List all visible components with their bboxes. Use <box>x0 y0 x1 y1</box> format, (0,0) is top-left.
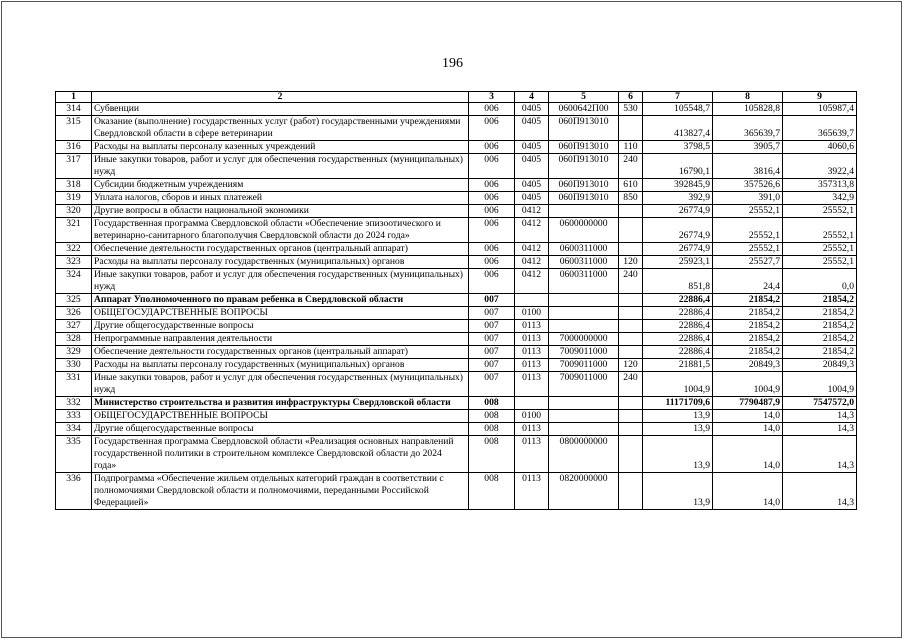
amount-2023-cell: 105828,8 <box>713 103 783 116</box>
amount-2023-cell: 3905,7 <box>713 141 783 154</box>
table-row <box>56 179 857 192</box>
ministry-code-cell: 007 <box>469 307 515 320</box>
budget-table <box>55 91 857 510</box>
amount-2024-cell: 1004,9 <box>783 372 857 397</box>
ministry-code-cell: 006 <box>469 154 515 179</box>
amount-2024-cell: 21854,2 <box>783 320 857 333</box>
table-row <box>56 320 857 333</box>
target-code-cell: 0600642П00 <box>549 103 619 116</box>
row-name-cell: Другие вопросы в области национальной экономики <box>92 205 469 218</box>
row-number-cell: 323 <box>56 256 92 269</box>
amount-2024-cell: 14,3 <box>783 423 857 436</box>
amount-2024-cell: 14,3 <box>783 473 857 510</box>
amount-2023-cell: 25552,1 <box>713 218 783 243</box>
amount-2024-cell: 21854,2 <box>783 333 857 346</box>
row-number-cell: 320 <box>56 205 92 218</box>
row-number-cell: 330 <box>56 359 92 372</box>
table-row <box>56 372 857 397</box>
amount-2022-cell: 16790,1 <box>643 154 713 179</box>
expense-type-cell: 120 <box>619 256 643 269</box>
expense-type-cell: 240 <box>619 154 643 179</box>
row-name-cell: Аппарат Уполномоченного по правам ребенка в Свердловской области <box>92 294 469 307</box>
amount-2023-cell: 25552,1 <box>713 243 783 256</box>
amount-2024-cell: 342,9 <box>783 192 857 205</box>
table-row <box>56 436 857 473</box>
amount-2024-cell: 21854,2 <box>783 294 857 307</box>
column-header: 7 <box>643 92 713 103</box>
target-code-cell: 060П913010 <box>549 179 619 192</box>
amount-2022-cell: 26774,9 <box>643 243 713 256</box>
ministry-code-cell: 006 <box>469 205 515 218</box>
ministry-code-cell: 008 <box>469 423 515 436</box>
row-name-cell: Министерство строительства и развития инфраструктуры Свердловской области <box>92 397 469 410</box>
section-code-cell: 0412 <box>515 269 549 294</box>
expense-type-cell <box>619 307 643 320</box>
amount-2023-cell: 24,4 <box>713 269 783 294</box>
ministry-code-cell: 006 <box>469 269 515 294</box>
table-row <box>56 154 857 179</box>
ministry-code-cell: 006 <box>469 179 515 192</box>
amount-2023-cell: 365639,7 <box>713 116 783 141</box>
section-code-cell: 0113 <box>515 372 549 397</box>
amount-2022-cell: 105548,7 <box>643 103 713 116</box>
ministry-code-cell: 008 <box>469 397 515 410</box>
row-name-cell: Государственная программа Свердловской области «Реализация основных направлений государственной политики в строительном комплексе Свердловской области до 2024 года» <box>92 436 469 473</box>
table-row <box>56 473 857 510</box>
amount-2023-cell: 14,0 <box>713 410 783 423</box>
column-header: 4 <box>515 92 549 103</box>
expense-type-cell <box>619 320 643 333</box>
target-code-cell: 060П913010 <box>549 141 619 154</box>
section-code-cell <box>515 397 549 410</box>
amount-2023-cell: 20849,3 <box>713 359 783 372</box>
section-code-cell: 0113 <box>515 436 549 473</box>
ministry-code-cell: 007 <box>469 346 515 359</box>
amount-2022-cell: 21881,5 <box>643 359 713 372</box>
ministry-code-cell: 006 <box>469 243 515 256</box>
target-code-cell <box>549 307 619 320</box>
section-code-cell: 0405 <box>515 103 549 116</box>
ministry-code-cell: 006 <box>469 116 515 141</box>
section-code-cell: 0412 <box>515 256 549 269</box>
expense-type-cell <box>619 218 643 243</box>
table-row <box>56 410 857 423</box>
target-code-cell <box>549 205 619 218</box>
section-code-cell: 0405 <box>515 154 549 179</box>
target-code-cell <box>549 397 619 410</box>
expense-type-cell <box>619 116 643 141</box>
expense-type-cell: 610 <box>619 179 643 192</box>
amount-2022-cell: 22886,4 <box>643 307 713 320</box>
target-code-cell: 7009011000 <box>549 359 619 372</box>
target-code-cell: 060П913010 <box>549 116 619 141</box>
section-code-cell: 0412 <box>515 218 549 243</box>
section-code-cell: 0405 <box>515 192 549 205</box>
amount-2023-cell: 21854,2 <box>713 294 783 307</box>
row-number-cell: 334 <box>56 423 92 436</box>
row-number-cell: 322 <box>56 243 92 256</box>
section-code-cell: 0412 <box>515 243 549 256</box>
table-row <box>56 269 857 294</box>
amount-2023-cell: 25552,1 <box>713 205 783 218</box>
amount-2022-cell: 13,9 <box>643 436 713 473</box>
table-row <box>56 397 857 410</box>
table-row <box>56 205 857 218</box>
expense-type-cell <box>619 243 643 256</box>
expense-type-cell <box>619 473 643 510</box>
row-number-cell: 336 <box>56 473 92 510</box>
row-name-cell: ОБЩЕГОСУДАРСТВЕННЫЕ ВОПРОСЫ <box>92 410 469 423</box>
table-header-row <box>56 92 857 103</box>
amount-2022-cell: 1004,9 <box>643 372 713 397</box>
row-number-cell: 329 <box>56 346 92 359</box>
row-number-cell: 314 <box>56 103 92 116</box>
section-code-cell: 0113 <box>515 423 549 436</box>
target-code-cell: 060П913010 <box>549 154 619 179</box>
row-number-cell: 333 <box>56 410 92 423</box>
amount-2022-cell: 22886,4 <box>643 320 713 333</box>
row-name-cell: Субсидии бюджетным учреждениям <box>92 179 469 192</box>
table-row <box>56 192 857 205</box>
section-code-cell: 0100 <box>515 307 549 320</box>
amount-2023-cell: 1004,9 <box>713 372 783 397</box>
ministry-code-cell: 008 <box>469 436 515 473</box>
expense-type-cell <box>619 410 643 423</box>
amount-2024-cell: 0,0 <box>783 269 857 294</box>
amount-2023-cell: 21854,2 <box>713 333 783 346</box>
expense-type-cell: 120 <box>619 359 643 372</box>
amount-2024-cell: 25552,1 <box>783 256 857 269</box>
row-number-cell: 319 <box>56 192 92 205</box>
amount-2022-cell: 26774,9 <box>643 205 713 218</box>
column-header: 9 <box>783 92 857 103</box>
target-code-cell: 7000000000 <box>549 333 619 346</box>
row-name-cell: ОБЩЕГОСУДАРСТВЕННЫЕ ВОПРОСЫ <box>92 307 469 320</box>
target-code-cell: 0600311000 <box>549 256 619 269</box>
section-code-cell: 0100 <box>515 410 549 423</box>
amount-2024-cell: 25552,1 <box>783 243 857 256</box>
amount-2024-cell: 14,3 <box>783 410 857 423</box>
section-code-cell <box>515 294 549 307</box>
target-code-cell: 060П913010 <box>549 192 619 205</box>
amount-2023-cell: 25527,7 <box>713 256 783 269</box>
row-name-cell: Субвенции <box>92 103 469 116</box>
amount-2024-cell: 105987,4 <box>783 103 857 116</box>
amount-2022-cell: 25923,1 <box>643 256 713 269</box>
expense-type-cell <box>619 423 643 436</box>
table-row <box>56 243 857 256</box>
row-number-cell: 321 <box>56 218 92 243</box>
amount-2024-cell: 20849,3 <box>783 359 857 372</box>
amount-2022-cell: 13,9 <box>643 473 713 510</box>
target-code-cell: 0600000000 <box>549 218 619 243</box>
amount-2022-cell: 392845,9 <box>643 179 713 192</box>
row-name-cell: Иные закупки товаров, работ и услуг для обеспечения государственных (муниципальных) нужд <box>92 372 469 397</box>
ministry-code-cell: 007 <box>469 320 515 333</box>
expense-type-cell: 850 <box>619 192 643 205</box>
target-code-cell <box>549 410 619 423</box>
amount-2024-cell: 357313,8 <box>783 179 857 192</box>
row-name-cell: Иные закупки товаров, работ и услуг для обеспечения государственных (муниципальных) нужд <box>92 154 469 179</box>
table-row <box>56 359 857 372</box>
amount-2024-cell: 14,3 <box>783 436 857 473</box>
row-number-cell: 332 <box>56 397 92 410</box>
row-number-cell: 335 <box>56 436 92 473</box>
amount-2022-cell: 26774,9 <box>643 218 713 243</box>
amount-2023-cell: 7790487,9 <box>713 397 783 410</box>
section-code-cell: 0405 <box>515 141 549 154</box>
ministry-code-cell: 006 <box>469 192 515 205</box>
amount-2024-cell: 25552,1 <box>783 205 857 218</box>
ministry-code-cell: 006 <box>469 218 515 243</box>
target-code-cell <box>549 423 619 436</box>
section-code-cell: 0113 <box>515 346 549 359</box>
row-name-cell: Обеспечение деятельности государственных органов (центральный аппарат) <box>92 346 469 359</box>
amount-2023-cell: 14,0 <box>713 423 783 436</box>
expense-type-cell <box>619 397 643 410</box>
amount-2022-cell: 13,9 <box>643 423 713 436</box>
table-row <box>56 346 857 359</box>
table-row <box>56 218 857 243</box>
table-row <box>56 116 857 141</box>
column-header: 3 <box>469 92 515 103</box>
ministry-code-cell: 006 <box>469 256 515 269</box>
amount-2022-cell: 22886,4 <box>643 294 713 307</box>
table-row <box>56 307 857 320</box>
target-code-cell: 0800000000 <box>549 436 619 473</box>
amount-2023-cell: 357526,6 <box>713 179 783 192</box>
row-number-cell: 324 <box>56 269 92 294</box>
table-row <box>56 333 857 346</box>
column-header: 1 <box>56 92 92 103</box>
section-code-cell: 0113 <box>515 333 549 346</box>
target-code-cell <box>549 294 619 307</box>
target-code-cell: 0600311000 <box>549 243 619 256</box>
amount-2022-cell: 413827,4 <box>643 116 713 141</box>
table-row <box>56 423 857 436</box>
ministry-code-cell: 006 <box>469 141 515 154</box>
row-name-cell: Подпрограмма «Обеспечение жильем отдельных категорий граждан в соответствии с полномочиями Свердловской области и полномочиями, переданными Российской Федерацией» <box>92 473 469 510</box>
section-code-cell: 0405 <box>515 116 549 141</box>
expense-type-cell <box>619 205 643 218</box>
amount-2024-cell: 4060,6 <box>783 141 857 154</box>
row-number-cell: 326 <box>56 307 92 320</box>
section-code-cell: 0405 <box>515 179 549 192</box>
section-code-cell: 0113 <box>515 473 549 510</box>
column-header: 6 <box>619 92 643 103</box>
amount-2022-cell: 13,9 <box>643 410 713 423</box>
row-name-cell: Расходы на выплаты персоналу государственных (муниципальных) органов <box>92 359 469 372</box>
row-number-cell: 315 <box>56 116 92 141</box>
expense-type-cell: 240 <box>619 269 643 294</box>
amount-2024-cell: 7547572,0 <box>783 397 857 410</box>
row-name-cell: Непрограммные направления деятельности <box>92 333 469 346</box>
target-code-cell: 0600311000 <box>549 269 619 294</box>
ministry-code-cell: 007 <box>469 372 515 397</box>
table-row <box>56 294 857 307</box>
target-code-cell: 0820000000 <box>549 473 619 510</box>
row-number-cell: 331 <box>56 372 92 397</box>
table-row <box>56 103 857 116</box>
amount-2024-cell: 25552,1 <box>783 218 857 243</box>
amount-2023-cell: 391,0 <box>713 192 783 205</box>
amount-2022-cell: 392,9 <box>643 192 713 205</box>
row-name-cell: Оказание (выполнение) государственных услуг (работ) государственными учреждениями Свердловской области в сфере ветеринарии <box>92 116 469 141</box>
target-code-cell: 7009011000 <box>549 346 619 359</box>
section-code-cell: 0113 <box>515 320 549 333</box>
expense-type-cell <box>619 346 643 359</box>
section-code-cell: 0412 <box>515 205 549 218</box>
amount-2023-cell: 14,0 <box>713 473 783 510</box>
amount-2023-cell: 14,0 <box>713 436 783 473</box>
row-name-cell: Государственная программа Свердловской области «Обеспечение эпизоотического и ветеринарно-санитарного благополучия Свердловской области до 2024 года» <box>92 218 469 243</box>
page-number: 196 <box>442 56 463 71</box>
row-number-cell: 317 <box>56 154 92 179</box>
amount-2024-cell: 21854,2 <box>783 307 857 320</box>
target-code-cell: 7009011000 <box>549 372 619 397</box>
ministry-code-cell: 006 <box>469 103 515 116</box>
amount-2022-cell: 22886,4 <box>643 346 713 359</box>
amount-2023-cell: 21854,2 <box>713 320 783 333</box>
amount-2022-cell: 851,8 <box>643 269 713 294</box>
row-number-cell: 316 <box>56 141 92 154</box>
row-name-cell: Уплата налогов, сборов и иных платежей <box>92 192 469 205</box>
row-name-cell: Обеспечение деятельности государственных органов (центральный аппарат) <box>92 243 469 256</box>
expense-type-cell <box>619 294 643 307</box>
expense-type-cell <box>619 436 643 473</box>
amount-2022-cell: 11171709,6 <box>643 397 713 410</box>
table-row <box>56 141 857 154</box>
expense-type-cell: 240 <box>619 372 643 397</box>
section-code-cell: 0113 <box>515 359 549 372</box>
ministry-code-cell: 008 <box>469 473 515 510</box>
row-number-cell: 325 <box>56 294 92 307</box>
expense-type-cell <box>619 333 643 346</box>
target-code-cell <box>549 320 619 333</box>
row-name-cell: Иные закупки товаров, работ и услуг для обеспечения государственных (муниципальных) нужд <box>92 269 469 294</box>
expense-type-cell: 110 <box>619 141 643 154</box>
ministry-code-cell: 007 <box>469 294 515 307</box>
amount-2024-cell: 3922,4 <box>783 154 857 179</box>
row-name-cell: Расходы на выплаты персоналу казенных учреждений <box>92 141 469 154</box>
column-header: 8 <box>713 92 783 103</box>
ministry-code-cell: 007 <box>469 333 515 346</box>
amount-2023-cell: 21854,2 <box>713 346 783 359</box>
row-name-cell: Другие общегосударственные вопросы <box>92 423 469 436</box>
row-number-cell: 328 <box>56 333 92 346</box>
ministry-code-cell: 008 <box>469 410 515 423</box>
amount-2022-cell: 22886,4 <box>643 333 713 346</box>
amount-2024-cell: 365639,7 <box>783 116 857 141</box>
ministry-code-cell: 007 <box>469 359 515 372</box>
amount-2023-cell: 3816,4 <box>713 154 783 179</box>
row-name-cell: Другие общегосударственные вопросы <box>92 320 469 333</box>
row-number-cell: 327 <box>56 320 92 333</box>
table-row <box>56 256 857 269</box>
expense-type-cell: 530 <box>619 103 643 116</box>
column-header: 5 <box>549 92 619 103</box>
amount-2023-cell: 21854,2 <box>713 307 783 320</box>
row-name-cell: Расходы на выплаты персоналу государственных (муниципальных) органов <box>92 256 469 269</box>
amount-2024-cell: 21854,2 <box>783 346 857 359</box>
row-number-cell: 318 <box>56 179 92 192</box>
amount-2022-cell: 3798,5 <box>643 141 713 154</box>
column-header: 2 <box>92 92 469 103</box>
